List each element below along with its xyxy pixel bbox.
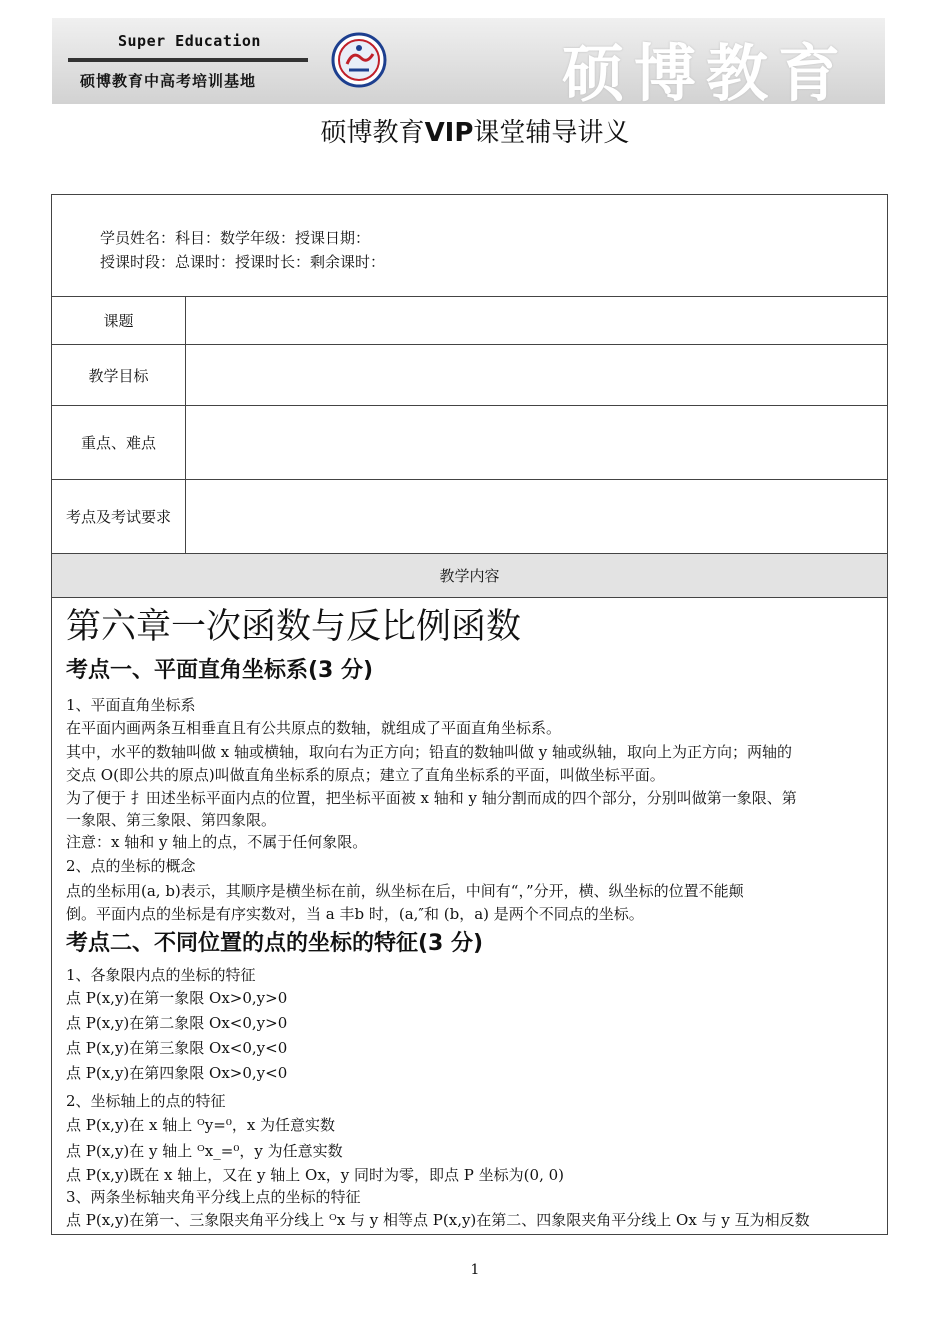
kp1-line: 点的坐标用(a, b)表示，其顺序是横坐标在前，纵坐标在后，中间有“，”分开，横、纵坐标的位置不能颠 <box>66 882 744 900</box>
table-row-topic <box>51 296 888 344</box>
kp2-line: 1、各象限内点的坐标的特征 <box>66 966 256 984</box>
table-row-exam-requirements <box>51 479 888 553</box>
label-topic: 课题 <box>52 297 186 344</box>
school-seal-icon <box>331 32 387 88</box>
label-goals: 教学目标 <box>52 345 186 405</box>
kp1-line: 为了便于 扌田述坐标平面内点的位置，把坐标平面被 x 轴和 y 轴分割而成的四个部分，分别叫做第一象限、第 <box>66 789 797 807</box>
kp2-line: 点 P(x,y)在第二象限 Ox<0,y>0 <box>66 1014 288 1032</box>
student-info-line-2: 授课时段：总课时：授课时长：剩余课时： <box>100 253 386 271</box>
kp2-line: 2、坐标轴上的点的特征 <box>66 1092 226 1110</box>
kp2-line: 点 P(x,y)在第一象限 Ox>0,y>0 <box>66 989 288 1007</box>
kp1-title: 考点一、平面直角坐标系(3 分) <box>66 658 374 683</box>
kp1-line: 2、点的坐标的概念 <box>66 857 196 875</box>
brand-english: Super Education <box>118 32 261 50</box>
kp2-line: 点 P(x,y)在第一、三象限夹角平分线上 ᴼx 与 y 相等点 P(x,y)在第二、四象限夹角平分线上 Ox 与 y 互为相反数 <box>66 1211 810 1229</box>
kp2-line: 点 P(x,y)在 x 轴上 ᴼy=⁰，x 为任意实数 <box>66 1116 336 1134</box>
kp1-line: 注意：x 轴和 y 轴上的点，不属于任何象限。 <box>66 833 368 851</box>
kp2-line: 点 P(x,y)在第四象限 Ox>0,y<0 <box>66 1064 288 1082</box>
label-exam-requirements: 考点及考试要求 <box>52 480 186 553</box>
table-row-goals <box>51 344 888 405</box>
title-vip: VIP <box>424 118 474 148</box>
kp1-line: 1、平面直角坐标系 <box>66 696 196 714</box>
kp2-line: 点 P(x,y)在第三象限 Ox<0,y<0 <box>66 1039 288 1057</box>
header-banner <box>52 18 885 110</box>
banner-watermark: 硕博教育 <box>562 37 851 110</box>
kp2-line: 点 P(x,y)在 y 轴上 ᴼx_=⁰，y 为任意实数 <box>66 1142 343 1160</box>
kp1-line: 一象限、第三象限、第四象限。 <box>66 811 277 829</box>
label-key-points: 重点、难点 <box>52 406 186 479</box>
kp2-title: 考点二、不同位置的点的坐标的特征(3 分) <box>66 931 484 956</box>
brand-chinese: 硕博教育中高考培训基地 <box>80 72 257 90</box>
kp1-line: 交点 O(即公共的原点)叫做直角坐标系的原点；建立了直角坐标系的平面，叫做坐标平面。 <box>66 766 665 784</box>
teaching-content-box <box>51 598 888 1235</box>
kp1-line: 其中，水平的数轴叫做 x 轴或横轴，取向右为正方向；铅直的数轴叫做 y 轴或纵轴，取向上为正方向；两轴的 <box>66 743 793 761</box>
page-number: 1 <box>470 1262 480 1278</box>
kp1-line: 倒。平面内点的坐标是有序实数对，当 a 丰b 时，(a,″和 (b，a) 是两个不同点的坐标。 <box>66 905 644 923</box>
kp2-line: 点 P(x,y)既在 x 轴上，又在 y 轴上 Ox，y 同时为零，即点 P 坐标为(0, 0) <box>66 1166 564 1184</box>
title-suffix: 课堂辅导讲义 <box>473 118 630 148</box>
kp2-line: 3、两条坐标轴夹角平分线上点的坐标的特征 <box>66 1188 361 1206</box>
document-title <box>0 112 950 149</box>
kp1-line: 在平面内画两条互相垂直且有公共原点的数轴，就组成了平面直角坐标系。 <box>66 719 562 737</box>
student-info-line-1: 学员姓名：科目：数学年级：授课日期： <box>100 229 371 247</box>
brand-divider <box>68 58 308 62</box>
banner-brand-area <box>52 18 314 104</box>
chapter-title: 第六章一次函数与反比例函数 <box>66 607 522 647</box>
student-info-box <box>51 194 888 296</box>
title-prefix: 硕博教育 <box>320 118 425 148</box>
teaching-content-header: 教学内容 <box>51 553 888 598</box>
table-row-key-points <box>51 405 888 479</box>
